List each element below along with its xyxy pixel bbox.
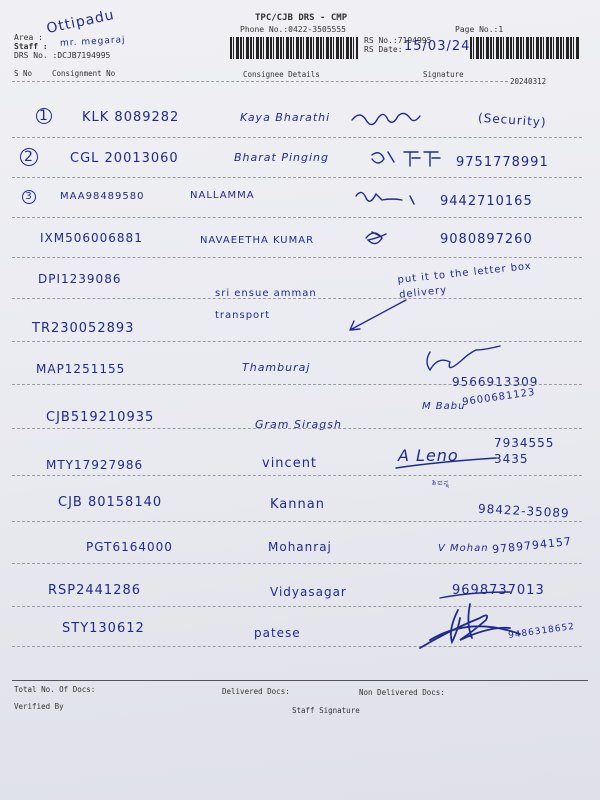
row-4-consignee: NAVAEETHA KUMAR [200, 235, 315, 246]
row-12-consignment: RSP2441286 [48, 583, 142, 598]
row-10-phone: 98422-35089 [477, 501, 570, 521]
page-number: Page No.:1 [455, 25, 504, 34]
row-2-signature-scribble [372, 152, 440, 166]
row-1-consignment: KLK 8089282 [82, 110, 180, 125]
row-3-phone: 9442710165 [440, 194, 533, 209]
row-4-signature-scribble [366, 232, 386, 244]
row-3-consignment: MAA98489580 [60, 191, 145, 202]
row-1-sno: 1 [36, 108, 52, 124]
area-value: Ottipadu [45, 6, 117, 38]
row-8-consignee: Gram Siragsh [255, 418, 342, 431]
staff-value: mr. megaraj [59, 35, 126, 49]
row-5-consignee: sri ensue amman transport [215, 288, 317, 321]
staff-signature: Staff Signature [292, 706, 360, 715]
delivered-docs: Delivered Docs: [222, 687, 290, 696]
row-9-consignee: vincent [262, 456, 318, 471]
phone-number: Phone No.:0422-3505555 [240, 25, 346, 34]
arrow-icon [350, 300, 406, 330]
row-2-consignment: CGL 20013060 [70, 151, 179, 166]
row-12-phone: 9698737013 [452, 583, 545, 598]
row-7-signature-scribble [427, 346, 500, 370]
row-5-consignment: DPI1239086 [38, 272, 122, 286]
row-12-signature-underline [440, 592, 510, 598]
row-10-consignment: CJB 80158140 [58, 495, 163, 510]
row-3-consignee: NALLAMMA [190, 190, 255, 201]
row-13-phone: 9486318652 [507, 621, 576, 642]
rs-number: RS No.:7194995 [364, 36, 432, 45]
row-3-signature-scribble [356, 192, 414, 204]
rs-date-label: RS Date: [364, 45, 403, 54]
row-6-consignment: TR230052893 [32, 321, 135, 336]
staff-label: Staff : [14, 42, 48, 51]
row-11-consignee: Mohanraj [268, 540, 332, 554]
row-1-signature-scribble [352, 113, 420, 124]
drs-number: DRS No. :DCJB7194995 [14, 51, 111, 60]
row-8-phone: 9600681123 [461, 386, 537, 409]
row-12-consignee: Vidyasagar [270, 585, 347, 599]
row-8-signature: M Babu [422, 401, 466, 412]
col-consignment: Consignment No [52, 69, 116, 78]
row-1-consignee: Kaya Bharathi [240, 111, 331, 124]
area-label: Area : [14, 33, 43, 42]
row-13-signature-scribble [420, 604, 520, 648]
row-2-sno: 2 [20, 148, 38, 166]
row-3-sno: 3 [22, 190, 36, 204]
row-11-phone: 9789794157 [491, 534, 573, 557]
row-7-consignment: MAP1251155 [36, 362, 126, 376]
row-4-consignment: IXM506006881 [40, 231, 143, 245]
total-docs: Total No. Of Docs: [14, 685, 96, 694]
row-10-signature-scribble: ಶಿವನ್ನ [432, 478, 451, 487]
row-2-consignee: Bharat Pinging [234, 151, 329, 164]
row-7-phone: 9566913309 [452, 375, 539, 389]
row-9-consignment: MTY17927986 [46, 458, 144, 472]
row-10-consignee: Kannan [270, 497, 325, 512]
delivery-note: put it to the letter box delivery [397, 260, 533, 301]
row-11-consignment: PGT6164000 [86, 540, 173, 554]
rs-date-value: 15/03/24 [404, 39, 471, 54]
non-delivered-docs: Non Delivered Docs: [359, 688, 445, 697]
row-11-signature: V Mohan [438, 543, 489, 554]
row-8-consignment: CJB519210935 [46, 410, 155, 425]
col-signature: Signature [423, 70, 464, 79]
row-4-phone: 9080897260 [440, 232, 533, 247]
row-9-signature: A Leno [398, 446, 459, 465]
row-7-consignee: Thamburaj [242, 361, 311, 374]
row-9-signature-underline [396, 458, 496, 468]
col-consignee: Consignee Details [243, 70, 320, 79]
row-13-consignment: STY130612 [62, 621, 145, 636]
row-13-consignee: patese [254, 626, 301, 640]
col-sno: S No [14, 69, 33, 78]
sheet-title: TPC/CJB DRS - CMP [255, 13, 348, 23]
verified-by: Verified By [14, 702, 64, 711]
row-9-phone: 7934555 3435 [494, 436, 555, 466]
footer-rule [12, 680, 588, 681]
date-stamp: 20240312 [510, 77, 547, 86]
row-2-phone: 9751778991 [456, 155, 549, 170]
row-1-signature: (Security) [477, 110, 548, 130]
